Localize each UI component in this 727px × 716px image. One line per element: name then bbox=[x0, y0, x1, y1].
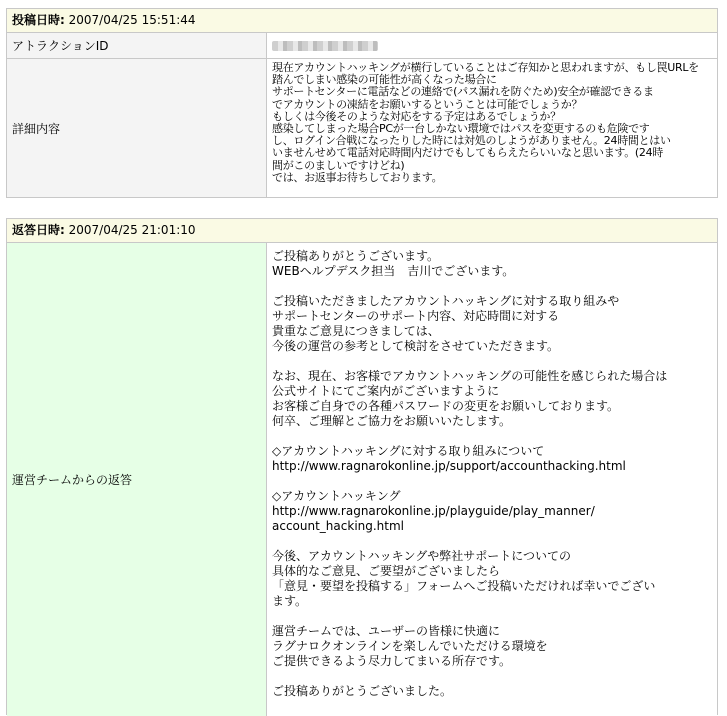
reply-content bbox=[267, 243, 717, 716]
post-date-value: 2007/04/25 15:51:44 bbox=[68, 13, 196, 27]
post-block bbox=[6, 8, 718, 198]
reply-label: 運営チームからの返答 bbox=[7, 243, 267, 716]
reply-date-label: 返答日時: bbox=[12, 223, 65, 237]
post-date-label: 投稿日時: bbox=[12, 13, 65, 27]
reply-header bbox=[7, 219, 717, 243]
redacted-id bbox=[272, 41, 378, 51]
reply-block bbox=[6, 218, 718, 715]
reply-date-value: 2007/04/25 21:01:10 bbox=[68, 223, 196, 237]
reply-text: ご投稿ありがとうございます。 WEBヘルプデスク担当 吉川でございます。 ご投稿いただきましたアカウントハッキングに対する取り組みや サポートセンターのサポート内容、対応時間に対する 貴重なご意見につきましては、 今後の運営の参考として検討をさせていただきます。 なお、現在、お客様でアカウントハッキングの可能性を感じられた場合は 公式サイトにてご案内がございますように お客様ご自身での各種パスワードの変更をお願いしております。 何卒、ご理解とご協力をお願いいたします。 ◇アカウントハッキングに対する取り組みについて http://www.ragnarokonline.jp/support/accounthacking.html ◇アカウントハッキング http://www.ragnarokonline.jp/playguide/play_manner/ account_hacking.html 今後、アカウントハッキングや弊社サポートについての 具体的なご意見、ご要望がございましたら 「意見・要望を投稿する」フォームへご投稿いただければ幸いでござい ます。 運営チームでは、ユーザーの皆様に快適に ラグナロクオンラインを楽しんでいただける環境を ご提供できるよう尽力してまいる所存です。 ご投稿ありがとうございました。 bbox=[272, 249, 668, 698]
detail-row bbox=[7, 59, 717, 197]
reply-row bbox=[7, 243, 717, 716]
post-header bbox=[7, 9, 717, 33]
attraction-id-value bbox=[267, 33, 717, 58]
detail-label: 詳細内容 bbox=[7, 59, 267, 197]
detail-content bbox=[267, 59, 717, 197]
attraction-id-row bbox=[7, 33, 717, 59]
detail-text: 現在アカウントハッキングが横行していることはご存知かと思われますが、もし罠URLを 踏んでしまい感染の可能性が高くなった場合に サポートセンターに電話などの連絡で(パス漏れを防ぐため)安全が確認できるま でアカウントの凍結をお願いするということは可能でしょうか？ もしくは今後そのような対応をする予定はあるでしょうか？ 感染してしまった場合PCが一台しかない環境ではパスを変更するのも危険です し、ログイン合戦になったりした時には対処のしようがありません。24時間とはい いませんせめて電話対応時間内だけでもしてもらえたらいいなと思います。(24時 間がこのましいですけどね) では、お返事お待ちしております。 bbox=[272, 61, 699, 184]
attraction-id-label: アトラクションID bbox=[7, 33, 267, 58]
